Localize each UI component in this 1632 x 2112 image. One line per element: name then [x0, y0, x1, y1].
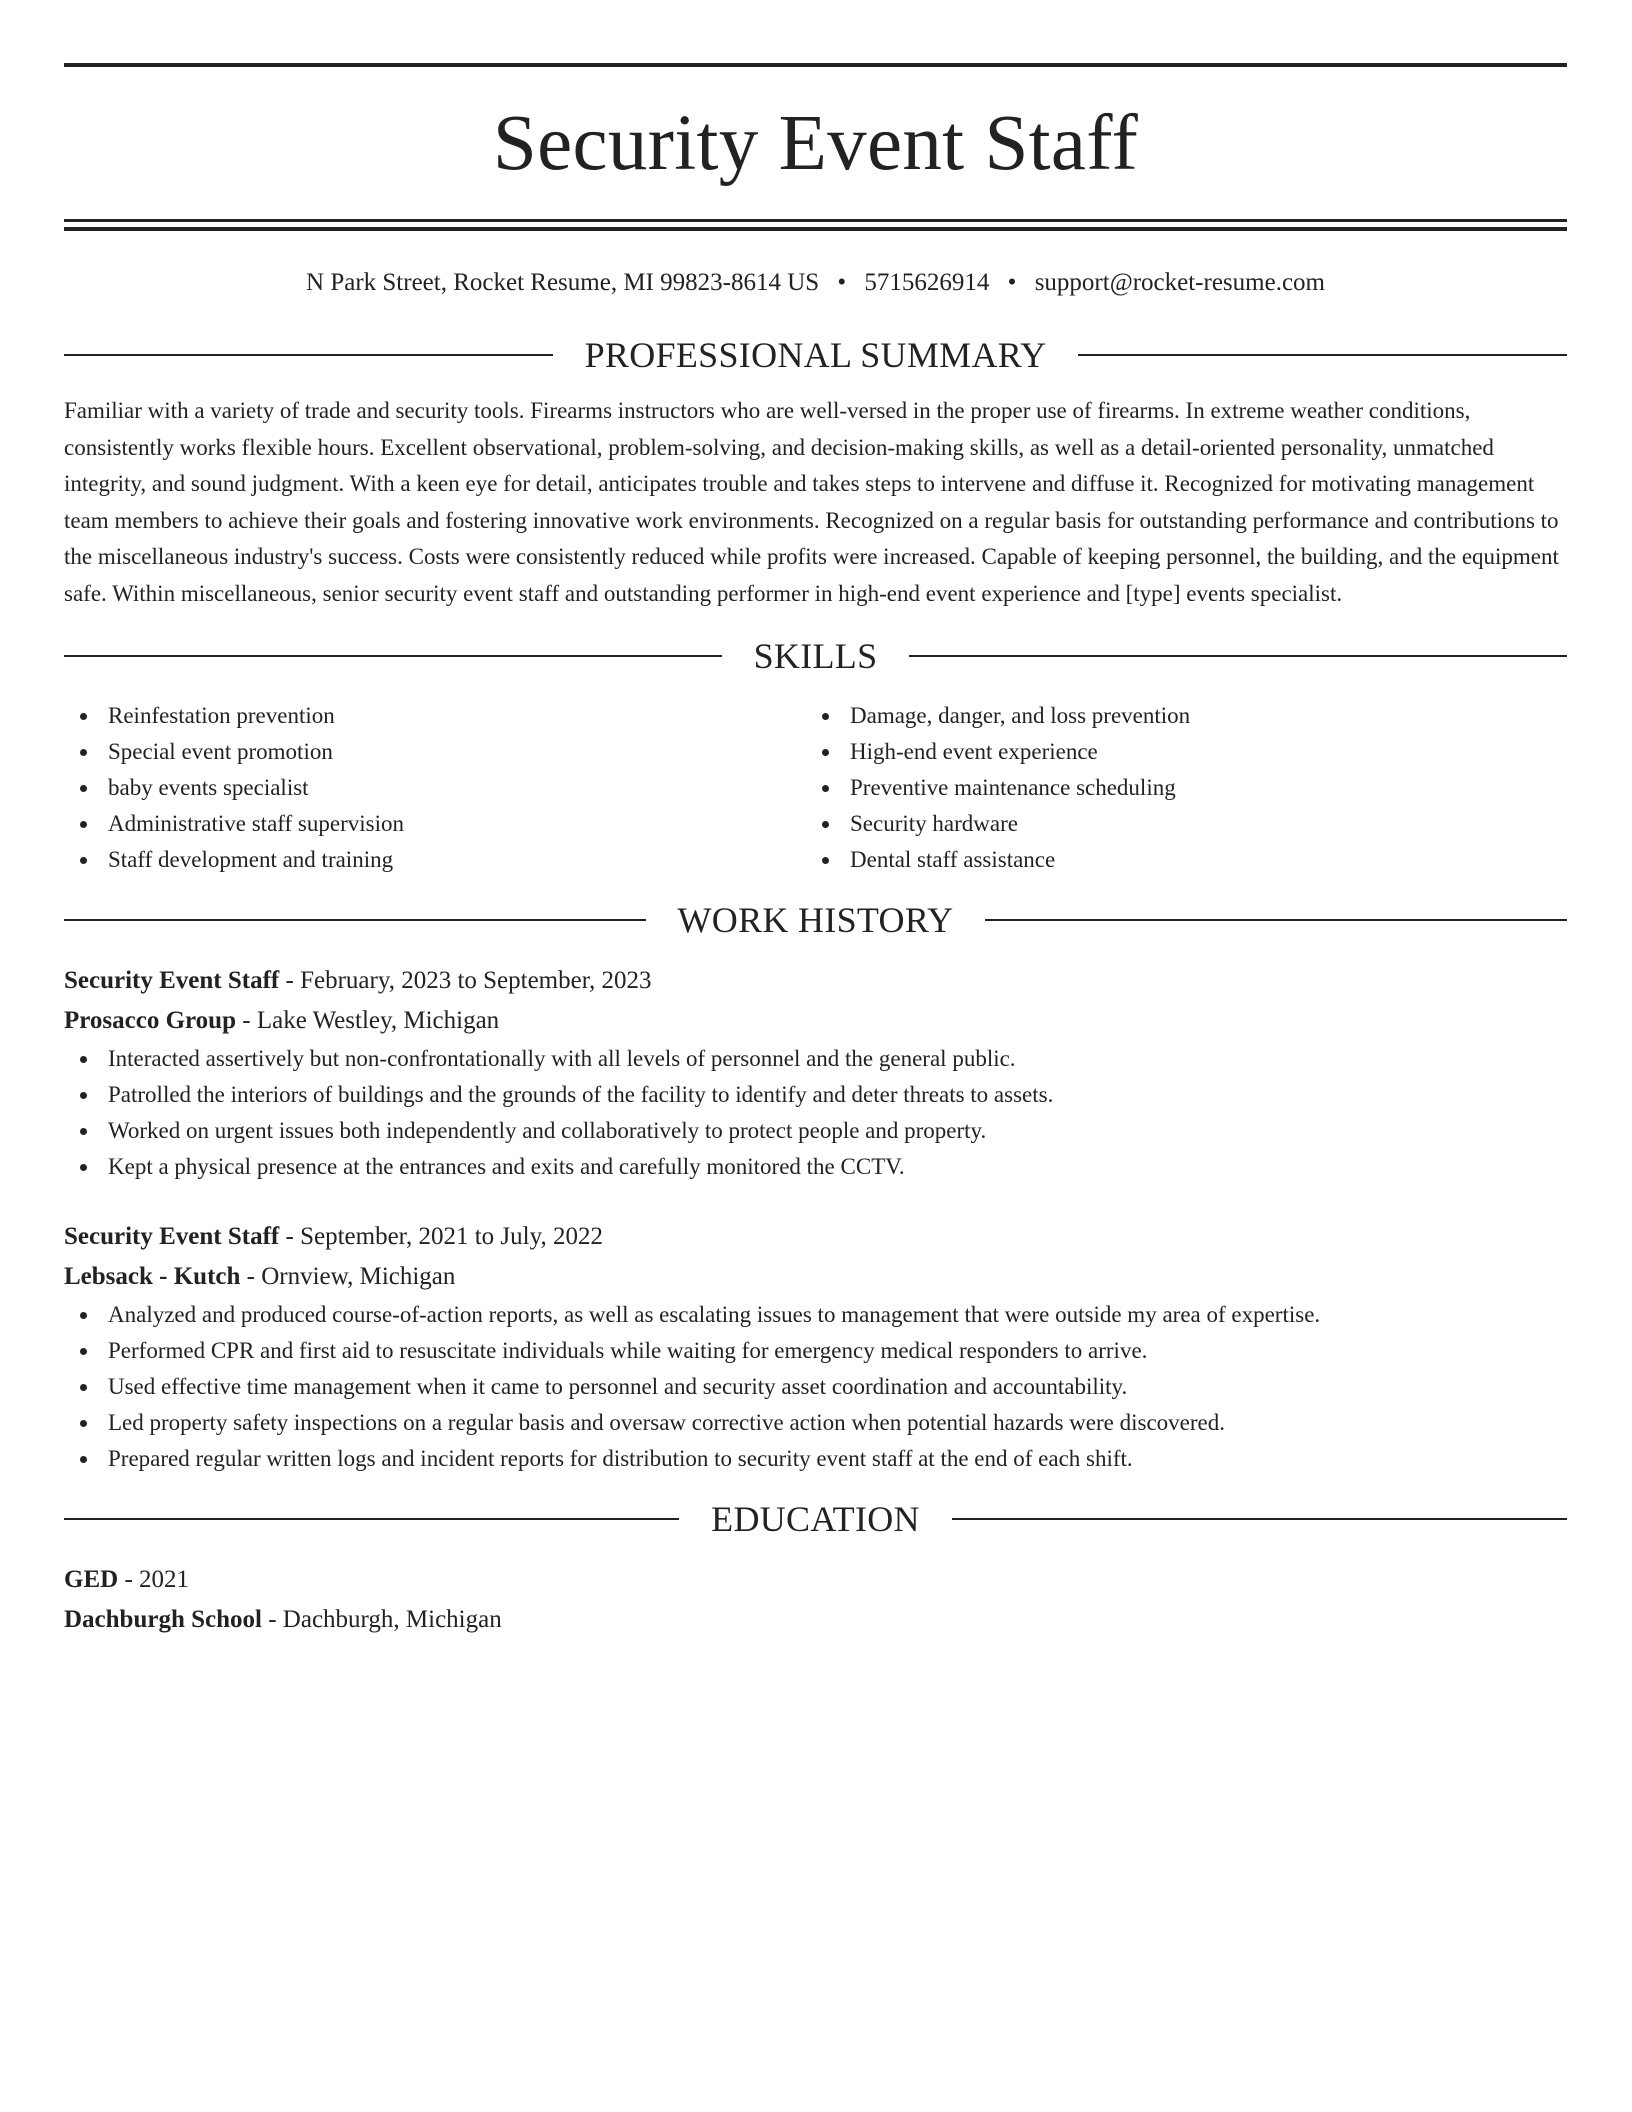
contact-line: [64, 267, 1567, 299]
heading-rule: [64, 354, 553, 356]
skill-item: Dental staff assistance: [806, 842, 1548, 878]
header-double-rule: [64, 219, 1567, 231]
job-location: - Lake Westley, Michigan: [236, 1007, 500, 1034]
contact-separator: •: [837, 269, 847, 296]
job-title-line: [64, 961, 1567, 1001]
section-title: EDUCATION: [711, 1499, 920, 1539]
education-entry: [64, 1560, 1567, 1640]
skill-item: baby events specialist: [64, 770, 806, 806]
heading-rule: [64, 655, 722, 657]
skill-item: Security hardware: [806, 806, 1548, 842]
degree-line: [64, 1560, 1567, 1600]
skill-item: Preventive maintenance scheduling: [806, 770, 1548, 806]
job-bullets: [64, 1297, 1567, 1477]
summary-text: Familiar with a variety of trade and security tools. Firearms instructors who are well-versed in the proper use of firearms. In extreme weather conditions, consistently works flexible hours. Excellent observational, problem-solving, and decision-making skills, as well as a detail-oriented personality, unmatched integrity, and sound judgment. With a keen eye for detail, anticipates trouble and takes steps to intervene and diffuse it. Recognized for motivating management team members to achieve their goals and fostering innovative work environments. Recognized on a regular basis for outstanding performance and contributions to the miscellaneous industry's success. Costs were consistently reduced while profits were increased. Capable of keeping personnel, the building, and the equipment safe. Within miscellaneous, senior security event staff and outstanding performer in high-end event experience and [type] events specialist.: [64, 398, 1559, 606]
job-bullet: Led property safety inspections on a regular basis and oversaw corrective action when potential hazards were discovered.: [64, 1405, 1567, 1441]
contact-phone: 5715626914: [864, 269, 990, 296]
skills-heading: [64, 634, 1567, 678]
job-bullet: Kept a physical presence at the entrances and exits and carefully monitored the CCTV.: [64, 1149, 1567, 1185]
skill-item: Staff development and training: [64, 842, 806, 878]
graduation-year: - 2021: [118, 1566, 190, 1593]
skill-item: Damage, danger, and loss prevention: [806, 698, 1548, 734]
job-bullet: Performed CPR and first aid to resuscitate individuals while waiting for emergency medical responders to arrive.: [64, 1333, 1567, 1369]
heading-rule: [64, 919, 646, 921]
heading-rule: [1078, 354, 1567, 356]
job-bullet: Patrolled the interiors of buildings and the grounds of the facility to identify and deter threats to assets.: [64, 1077, 1567, 1113]
skills-list: [64, 698, 1567, 878]
job-title: Security Event Staff: [64, 1223, 280, 1250]
job-company-line: [64, 1257, 1567, 1297]
school-name: Dachburgh School: [64, 1606, 262, 1633]
job-entry: [64, 1217, 1567, 1477]
job-dates: - September, 2021 to July, 2022: [279, 1223, 603, 1250]
skill-item: Administrative staff supervision: [64, 806, 806, 842]
job-company: Lebsack - Kutch: [64, 1263, 241, 1290]
resume-page: [64, 63, 1567, 1640]
skills-column-right: [806, 698, 1548, 878]
job-dates: - February, 2023 to September, 2023: [279, 967, 652, 994]
section-title: SKILLS: [753, 636, 878, 676]
contact-address: N Park Street, Rocket Resume, MI 99823-8614 US: [306, 269, 820, 296]
contact-separator: •: [1007, 269, 1017, 296]
school-location: - Dachburgh, Michigan: [261, 1606, 502, 1633]
summary-heading: [64, 333, 1567, 377]
top-rule: [64, 63, 1567, 67]
job-bullet: Interacted assertively but non-confrontationally with all levels of personnel and the general public.: [64, 1041, 1567, 1077]
job-title: Security Event Staff: [64, 967, 280, 994]
job-company-line: [64, 1001, 1567, 1041]
candidate-name: Security Event Staff: [492, 100, 1139, 187]
skill-item: High-end event experience: [806, 734, 1548, 770]
heading-rule: [909, 655, 1567, 657]
job-entry: [64, 961, 1567, 1185]
skill-item: Reinfestation prevention: [64, 698, 806, 734]
contact-email: support@rocket-resume.com: [1034, 269, 1325, 296]
job-location: - Ornview, Michigan: [240, 1263, 456, 1290]
work-history-heading: [64, 898, 1567, 942]
education-heading: [64, 1497, 1567, 1541]
skills-column-left: [64, 698, 806, 878]
job-bullets: [64, 1041, 1567, 1185]
job-title-line: [64, 1217, 1567, 1257]
job-bullet: Worked on urgent issues both independently and collaboratively to protect people and property.: [64, 1113, 1567, 1149]
section-title: PROFESSIONAL SUMMARY: [584, 335, 1047, 375]
school-line: [64, 1600, 1567, 1640]
heading-rule: [952, 1518, 1567, 1520]
degree: GED: [64, 1566, 119, 1593]
section-title: WORK HISTORY: [677, 900, 954, 940]
job-company: Prosacco Group: [64, 1007, 236, 1034]
job-bullet: Used effective time management when it came to personnel and security asset coordination and accountability.: [64, 1369, 1567, 1405]
job-bullet: Analyzed and produced course-of-action reports, as well as escalating issues to management that were outside my area of expertise.: [64, 1297, 1567, 1333]
job-bullet: Prepared regular written logs and incident reports for distribution to security event staff at the end of each shift.: [64, 1441, 1567, 1477]
heading-rule: [985, 919, 1567, 921]
skill-item: Special event promotion: [64, 734, 806, 770]
heading-rule: [64, 1518, 679, 1520]
